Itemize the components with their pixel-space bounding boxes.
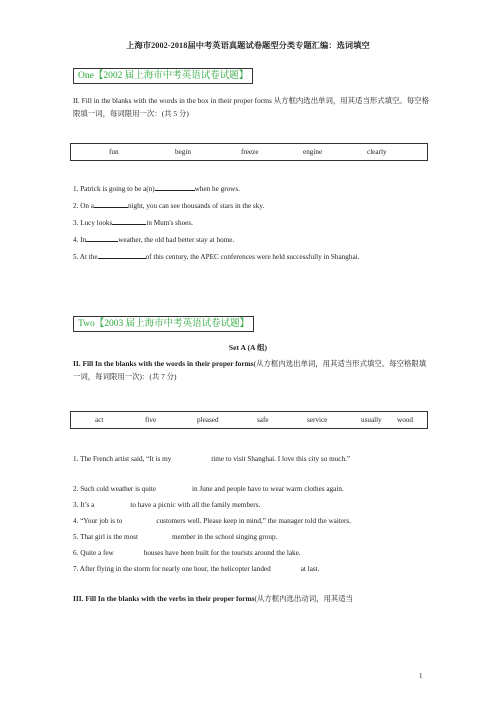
question-item: 5. At the of this century, the APEC conferences were held successfully in Shanghai. [73,250,429,264]
question-item: 3. It’s a to have a picnic with all the family members. [73,498,429,511]
word-box-item: five [145,416,157,424]
word-box-item: clearly [367,148,387,156]
word-box-item: service [307,416,328,424]
answer-blank[interactable] [94,199,128,208]
answer-blank[interactable] [98,250,146,259]
answer-blank[interactable] [114,546,144,555]
answer-blank[interactable] [86,233,118,242]
word-box-item: begin [175,148,191,156]
question-item: 5. That girl is the most member in the school singing group. [73,530,429,543]
question-item: 1. The French artist said, “It is my time to visit Shanghai. I love this city so much.” [73,452,429,466]
answer-blank[interactable] [155,182,195,191]
set-a-subheading: Set A (A 组) [228,343,268,352]
section-two-heading: Two【2003 届上海市中考英语试卷试题】 [73,316,254,332]
question-item: 6. Quite a few houses have been built for the tourists around the lake. [73,546,429,559]
word-box-item: engine [303,148,323,156]
section-two-word-box [70,411,428,429]
question-item: 3. Lucy looks in Mum's shoes. [73,216,429,229]
page-number: 1 [419,672,423,680]
section-two-instructions: II. Fill In the blanks with the words in their proper forms(从方框内选出单词，用其适当形式填空。每空格限填一词，每词限用一次)：(共 7 分) [73,359,427,381]
question-item: 4. In weather, the old had better stay at home. [73,233,429,246]
answer-blank[interactable] [156,482,192,491]
word-box-item: safe [257,416,269,424]
section-one-instructions: II. Fill in the blanks with the words in the box in their proper forms 从方框内选出单词，用其适当形式填空。每空格限填一词，每词限用一次：(共 5 分) [73,96,429,118]
question-item: 1. Patrick is going to be a(n) when he grows. [73,182,429,195]
question-item: 4. “Your job is to customers well. Please keep in mind,” the manager told the waiters. [73,514,429,527]
question-item: 2. On a night, you can see thousands of stars in the sky. [73,199,429,212]
question-item: 2. Such cold weather is quite in June and people have to wear warm clothes again. [73,482,429,495]
answer-blank[interactable] [94,498,130,507]
answer-blank[interactable] [138,530,172,539]
answer-blank[interactable] [122,514,156,523]
answer-blank[interactable] [271,562,301,571]
word-box-item: wood [397,416,413,424]
word-box-item: pleased [197,416,219,424]
word-box-item: usually [361,416,382,424]
document-title: 上海市2002-2018届中考英语真题试卷题型分类专题汇编：选词填空 [126,41,370,50]
answer-blank[interactable] [112,216,146,225]
word-box-item: fun [109,148,119,156]
answer-blank[interactable] [171,452,211,461]
section-one-heading: One【2002 届上海市中考英语试卷试题】 [73,68,253,84]
word-box-item: act [95,416,104,424]
section-three-instructions: III. Fill In the blanks with the verbs in their proper forms(从方框内选出动词，用其适当 [73,594,354,603]
question-item: 7. After flying in the storm for nearly one hour, the helicopter landed at last. [73,562,429,575]
word-box-item: freeze [241,148,259,156]
section-one-word-box [70,143,428,161]
